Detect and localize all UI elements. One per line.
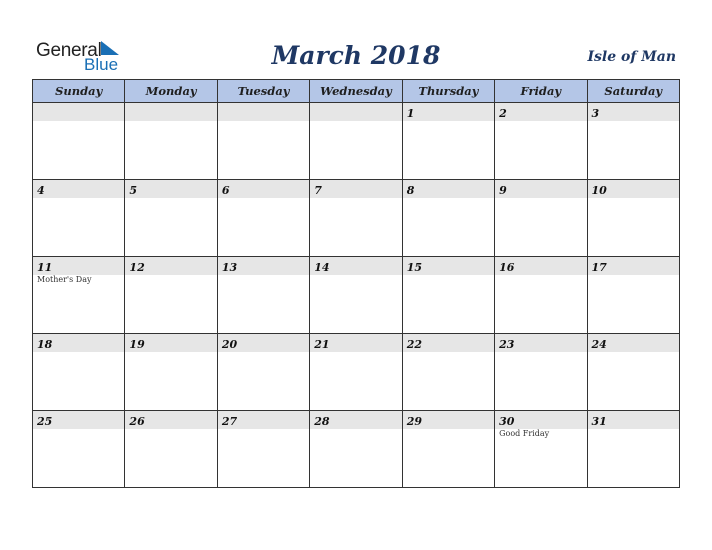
day-number-bar — [588, 334, 679, 352]
day-number-bar — [403, 257, 494, 275]
day-number-bar — [33, 257, 124, 275]
day-cell[interactable] — [217, 180, 309, 257]
day-number-bar — [218, 411, 309, 429]
day-number-bar — [310, 411, 401, 429]
day-number-bar — [495, 103, 586, 121]
day-number: 15 — [406, 261, 422, 274]
day-cell[interactable] — [402, 180, 494, 257]
day-number: 31 — [591, 415, 607, 428]
week-row — [33, 411, 680, 488]
day-cell[interactable] — [125, 180, 217, 257]
day-cell[interactable] — [310, 180, 402, 257]
day-number: 3 — [591, 107, 600, 120]
day-number-bar — [33, 334, 124, 352]
day-number-bar — [588, 180, 679, 198]
day-cell[interactable] — [125, 103, 217, 180]
day-number-bar — [125, 103, 216, 121]
day-number: 19 — [129, 338, 145, 351]
day-cell[interactable] — [495, 334, 587, 411]
logo-blue-text: Blue — [84, 55, 119, 74]
day-number: 25 — [37, 415, 53, 428]
day-number: 14 — [314, 261, 330, 274]
day-cell[interactable] — [33, 180, 125, 257]
day-cell[interactable] — [310, 411, 402, 488]
day-number: 21 — [314, 338, 330, 351]
day-cell[interactable] — [402, 411, 494, 488]
day-number: 13 — [221, 261, 238, 274]
day-cell[interactable] — [495, 180, 587, 257]
day-cell[interactable] — [125, 257, 217, 334]
logo-general-text: General — [36, 40, 102, 61]
day-number: 9 — [499, 184, 507, 197]
day-cell[interactable] — [402, 103, 494, 180]
day-number-bar — [218, 103, 309, 121]
day-number-bar — [310, 334, 401, 352]
holiday-label: Mother's Day — [37, 275, 92, 284]
weekday-header: Thursday — [402, 80, 494, 103]
day-number: 28 — [314, 415, 330, 428]
weekday-header: Wednesday — [310, 80, 402, 103]
day-cell[interactable] — [310, 334, 402, 411]
day-number-bar — [588, 411, 679, 429]
day-number-bar — [495, 411, 586, 429]
day-cell[interactable] — [402, 257, 494, 334]
day-number: 17 — [591, 261, 607, 274]
week-row — [33, 334, 680, 411]
day-number: 12 — [129, 261, 145, 274]
week-row — [33, 180, 680, 257]
day-number-bar — [125, 257, 216, 275]
day-number-bar — [588, 103, 679, 121]
holiday-label: Good Friday — [499, 429, 550, 438]
day-cell[interactable] — [125, 334, 217, 411]
weekday-header: Saturday — [587, 80, 679, 103]
day-cell[interactable] — [217, 334, 309, 411]
day-number-bar — [33, 103, 124, 121]
day-number-bar — [403, 103, 494, 121]
day-cell[interactable] — [495, 103, 587, 180]
day-number: 27 — [221, 415, 238, 428]
weekday-header: Monday — [125, 80, 217, 103]
calendar-title: March 2018 — [271, 41, 441, 70]
day-number-bar — [125, 411, 216, 429]
day-number-bar — [33, 411, 124, 429]
day-number: 22 — [406, 338, 422, 351]
day-number: 30 — [499, 415, 515, 428]
weekday-header: Friday — [495, 80, 587, 103]
day-number: 4 — [37, 184, 45, 197]
day-number-bar — [403, 180, 494, 198]
day-number: 8 — [406, 184, 415, 197]
calendar-grid — [32, 79, 680, 488]
day-cell[interactable] — [125, 411, 217, 488]
day-cell[interactable] — [217, 257, 309, 334]
day-cell[interactable] — [217, 103, 309, 180]
day-cell[interactable] — [587, 411, 679, 488]
day-number-bar — [403, 411, 494, 429]
day-cell[interactable] — [217, 411, 309, 488]
day-cell[interactable] — [587, 180, 679, 257]
day-number-bar — [218, 257, 309, 275]
day-cell[interactable] — [310, 103, 402, 180]
day-number: 2 — [499, 107, 507, 120]
day-cell[interactable] — [33, 103, 125, 180]
day-cell[interactable] — [33, 411, 125, 488]
day-number: 29 — [406, 415, 422, 428]
day-number-bar — [310, 180, 401, 198]
day-cell[interactable] — [33, 334, 125, 411]
day-number: 16 — [499, 261, 515, 274]
day-number: 6 — [221, 184, 230, 197]
day-number-bar — [310, 257, 401, 275]
day-number: 23 — [499, 338, 515, 351]
day-cell[interactable] — [495, 257, 587, 334]
day-number: 11 — [37, 261, 53, 274]
day-number-bar — [33, 180, 124, 198]
weekday-header: Sunday — [33, 80, 125, 103]
day-cell[interactable] — [587, 334, 679, 411]
region-label: Isle of Man — [587, 49, 676, 65]
day-number: 24 — [591, 338, 607, 351]
day-cell[interactable] — [310, 257, 402, 334]
day-number: 20 — [221, 338, 238, 351]
day-number-bar — [495, 180, 586, 198]
day-number: 7 — [314, 184, 322, 197]
day-cell[interactable] — [33, 257, 125, 334]
weekday-header-row — [33, 80, 680, 103]
day-cell[interactable] — [402, 334, 494, 411]
day-number: 1 — [406, 107, 415, 120]
week-row — [33, 103, 680, 180]
day-number: 5 — [129, 184, 138, 197]
day-number: 18 — [37, 338, 53, 351]
day-number-bar — [310, 103, 401, 121]
day-cell[interactable] — [587, 257, 679, 334]
weekday-header: Tuesday — [217, 80, 309, 103]
day-number-bar — [218, 334, 309, 352]
day-number-bar — [588, 257, 679, 275]
day-number: 10 — [591, 184, 607, 197]
day-number-bar — [125, 334, 216, 352]
day-number-bar — [495, 334, 586, 352]
day-number-bar — [495, 257, 586, 275]
day-number-bar — [403, 334, 494, 352]
week-row — [33, 257, 680, 334]
day-cell[interactable] — [587, 103, 679, 180]
day-cell[interactable] — [495, 411, 587, 488]
day-number-bar — [218, 180, 309, 198]
day-number-bar — [125, 180, 216, 198]
day-number: 26 — [129, 415, 145, 428]
